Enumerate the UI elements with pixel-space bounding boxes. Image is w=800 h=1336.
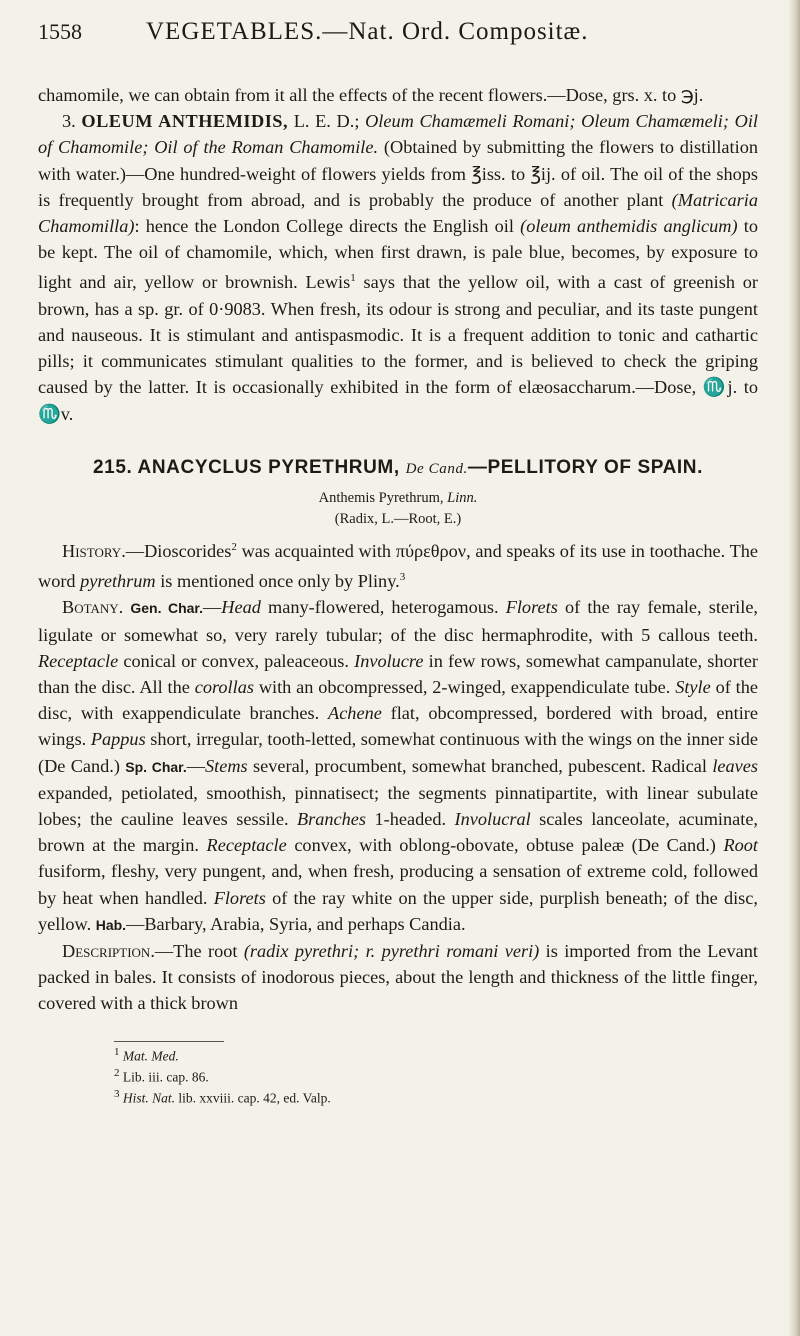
botany-text: in few rows, somewhat campanulate, shorter than the disc. All the: [38, 650, 758, 697]
section-synonym: [38, 490, 758, 507]
term-achene: Achene: [328, 703, 382, 724]
botany-text: —Barbary, Arabia, Syria, and perhaps Candia.: [126, 913, 466, 934]
history-label: History.: [62, 540, 126, 561]
footnote-1: [114, 1044, 224, 1065]
oleum-matricaria: (Matricaria Chamomilla): [38, 189, 758, 237]
botany-text: many-flowered, heterogamous.: [268, 597, 499, 618]
term-style: Style: [675, 676, 711, 697]
paragraph-botany: Botany. Gen. Char.—Head many-flowered, heterogamous. Florets of the ray female, sterile, ligulate or somewhat so, very rarely tubular; of the disc hermaphrodite, with 5 callous teeth. Receptacle conical or convex, paleaceous. Involucre in few rows, somewhat campanulate, shorter than the disc. All the corollas with an obcompressed, 2-winged, exappendiculate tube. Style of the disc, with exappendiculate branches. Achene flat, obcompressed, bordered with broad, entire wings. Pappus short, irregular, tooth-letted, somewhat continuous with the wings on the inner side (De Cand.) Sp. Char.—Stems several, procumbent, somewhat branched, pubescent. Radical leaves expanded, petiolated, smoothish, pinnatisect; the segments pinnatipartite, with linear subulate lobes; the cauline leaves sessile. Branches 1-headed. Involucral scales lanceolate, acuminate, brown at the margin. Receptacle convex, with oblong-obovate, obtuse paleæ (De Cand.) Root fusiform, fleshy, very pungent, and, when fresh, producing a sensation of extreme cold, followed by heat when handled. Florets of the ray white on the upper side, purplish beneath; of the disc, yellow. Hab.—Barbary, Arabia, Syria, and perhaps Candia.: [38, 597, 759, 934]
botany-label: Botany.: [62, 597, 124, 618]
term-receptacle-2: Receptacle: [206, 835, 287, 856]
term-stems: Stems: [205, 755, 248, 776]
page-number: 1558: [38, 19, 82, 44]
term-corollas: corollas: [194, 676, 254, 697]
running-title: VEGETABLES.—Nat. Ord. Compositæ.: [146, 18, 589, 45]
oleum-text-3: to be kept. The oil of chamomile, which, when first drawn, is pale blue, becomes, by exposure to light and air, yellow or brownish. Lewis: [38, 216, 759, 293]
history-pyrethrum: pyrethrum: [80, 571, 156, 592]
oleum-pharmacopoeias: L. E. D.;: [293, 111, 360, 132]
botany-text: 1-headed.: [374, 808, 447, 829]
botany-text: of the ray female, sterile, ligulate or somewhat so, very rarely tubular; of the disc hermaphrodite, with 5 callous teeth.: [38, 597, 759, 645]
botany-text: fusiform, fleshy, very pungent, and, when fresh, producing a sensation of extreme cold, followed by heat when handled.: [38, 861, 758, 908]
habitat-label: Hab.: [95, 916, 127, 933]
footnote-ref-2: 2: [231, 540, 237, 553]
section-officinal: (Radix, L.—Root, E.): [334, 510, 462, 527]
page-edge-shadow: [788, 0, 800, 1336]
footnote-text: lib. xxviii. cap. 42, ed. Valp.: [178, 1090, 331, 1106]
oleum-text-1: (Obtained by submitting the flowers to distillation with water.)—One hundred-weight of flowers yields from ℥iss. to ℥ij. of oil. The oil of the shops is frequently brought from abroad, and is probably the produce of another plant: [38, 137, 758, 210]
botany-text: of the ray white on the upper side, purplish beneath; of the disc, yellow.: [38, 887, 758, 934]
botany-text: conical or convex, paleaceous.: [123, 650, 349, 671]
botany-text: several, procumbent, somewhat branched, pubescent. Radical: [253, 755, 707, 776]
oleum-names: Oleum Chamæmeli Romani; Oleum Chamæmeli; Oil of Chamomile; Oil of the Roman Chamomile.: [38, 111, 758, 158]
oleum-text-2: : hence the London College directs the English oil: [134, 216, 514, 237]
history-text-2: was acquainted with πύρεθρον, and speaks of its use in toothache. The word: [38, 540, 758, 592]
botany-text: expanded, petiolated, smoothish, pinnatisect; the segments pinnatipartite, with linear subulate lobes; the cauline leaves sessile.: [38, 782, 758, 829]
term-root: Root: [723, 835, 759, 856]
paragraph-description: [38, 938, 758, 1017]
running-header: [38, 18, 758, 58]
oleum-anglicum: (oleum anthemidis anglicum): [520, 216, 738, 237]
footnote-text: Lib. iii. cap. 86.: [122, 1069, 209, 1085]
botany-text: scales lanceolate, acuminate, brown at the margin.: [38, 808, 759, 856]
term-florets: Florets: [505, 597, 558, 618]
footnote-3: [114, 1086, 331, 1107]
footnote-mark: 1: [114, 1045, 120, 1058]
term-receptacle: Receptacle: [38, 650, 119, 671]
botany-text: flat, obcompressed, bordered with broad, entire wings.: [38, 703, 758, 750]
paragraph-history: [38, 534, 758, 595]
section-heading-main: 215. ANACYCLUS PYRETHRUM,: [92, 456, 400, 478]
oleum-title: OLEUM ANTHEMIDIS,: [81, 111, 289, 132]
paragraph-chamomile-end: chamomile, we can obtain from it all the effects of the recent flowers.—Dose, grs. x. to ℈j.: [38, 85, 704, 105]
section-heading: [38, 455, 758, 482]
synonym-name: Anthemis Pyrethrum,: [318, 489, 444, 506]
term-florets-2: Florets: [213, 887, 266, 908]
description-text-2: is imported from the Levant packed in bales. It consists of inodorous pieces, about the length and thickness of the little finger, covered with a thick brown: [38, 940, 758, 1014]
term-leaves: leaves: [712, 755, 759, 776]
section-heading-authority: De Cand.: [405, 460, 468, 477]
section-heading-tail: —PELLITORY OF SPAIN.: [467, 456, 704, 478]
footnotes: [114, 1041, 331, 1107]
term-involucral: Involucral: [454, 808, 531, 829]
oleum-number: 3.: [62, 111, 76, 132]
description-latin: (radix pyrethri; r. pyrethri romani veri): [243, 940, 540, 961]
botany-text: short, irregular, tooth-letted, somewhat continuous with the wings on the inner side (De Cand.): [38, 729, 758, 776]
synonym-authority: Linn.: [447, 489, 478, 506]
description-label: Description.: [62, 940, 155, 961]
botany-text: convex, with oblong-obovate, obtuse paleæ (De Cand.): [294, 835, 716, 856]
description-text-1: —The root: [154, 940, 238, 961]
oleum-text-4: says that the yellow oil, with a cast of greenish or brown, has a sp. gr. of 0·9083. When fresh, its odour is strong and peculiar, and its taste pungent and nauseous. It is stimulant and antispasmodic. It is a frequent addition to tonic and cathartic pills; it communicates stimulant qualities to the former, and is believed to check the griping caused by the latter. It is occasionally exhibited in the form of elæosaccharum.—Dose, ♏j. to ♏v.: [38, 272, 759, 424]
history-text-3: is mentioned once only by Pliny.: [160, 571, 400, 592]
gen-char-label: Gen. Char.: [130, 600, 203, 617]
footnote-text: Mat. Med.: [122, 1048, 179, 1064]
botany-text: of the disc, with exappendiculate branches.: [38, 676, 758, 724]
footnote-mark: 2: [114, 1066, 120, 1079]
history-text-1: —Dioscorides: [125, 540, 232, 561]
footnote-text-italic: Hist. Nat.: [122, 1090, 176, 1106]
sp-char-label: Sp. Char.: [125, 758, 187, 775]
botany-text: with an obcompressed, 2-winged, exappendiculate tube.: [258, 676, 671, 697]
footnote-2: [114, 1065, 224, 1086]
term-involucre: Involucre: [354, 650, 424, 671]
term-head: Head: [221, 597, 261, 618]
term-pappus: Pappus: [90, 729, 146, 750]
footnote-ref-3: 3: [399, 571, 406, 584]
footnote-ref-1: 1: [350, 272, 356, 285]
book-page: [38, 18, 758, 1107]
footnote-mark: 3: [114, 1087, 120, 1100]
term-branches: Branches: [296, 808, 367, 829]
paragraph-oleum-anthemidis: [38, 108, 758, 427]
